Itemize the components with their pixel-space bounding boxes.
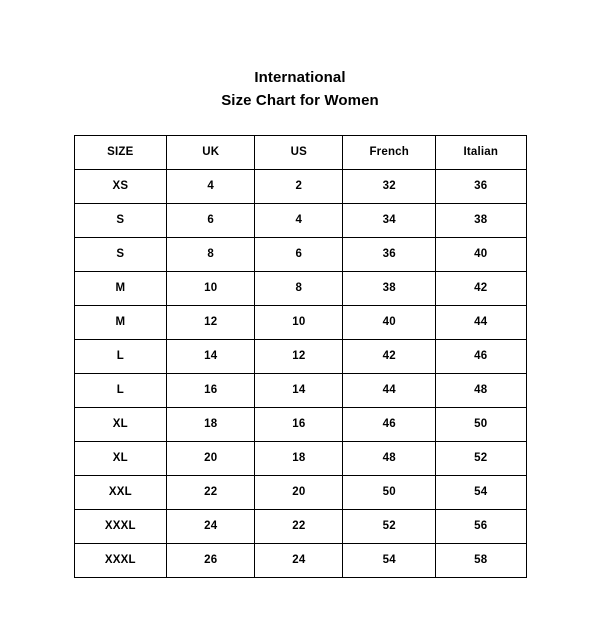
cell-uk: 22 bbox=[167, 475, 255, 509]
cell-us: 4 bbox=[255, 203, 343, 237]
column-header-us: US bbox=[255, 135, 343, 169]
table-row bbox=[74, 271, 526, 305]
cell-size: S bbox=[74, 237, 167, 271]
table-header bbox=[74, 135, 526, 169]
column-header-size: SIZE bbox=[74, 135, 167, 169]
cell-french: 50 bbox=[343, 475, 436, 509]
cell-french: 46 bbox=[343, 407, 436, 441]
cell-french: 36 bbox=[343, 237, 436, 271]
cell-italian: 44 bbox=[436, 305, 526, 339]
cell-us: 2 bbox=[255, 169, 343, 203]
table-body bbox=[74, 169, 526, 577]
cell-size: XL bbox=[74, 441, 167, 475]
cell-us: 24 bbox=[255, 543, 343, 577]
table-row bbox=[74, 169, 526, 203]
cell-size: XS bbox=[74, 169, 167, 203]
cell-uk: 24 bbox=[167, 509, 255, 543]
cell-uk: 6 bbox=[167, 203, 255, 237]
cell-us: 22 bbox=[255, 509, 343, 543]
cell-french: 34 bbox=[343, 203, 436, 237]
cell-french: 32 bbox=[343, 169, 436, 203]
page-title-line-2: Size Chart for Women bbox=[221, 92, 379, 110]
cell-uk: 4 bbox=[167, 169, 255, 203]
cell-french: 40 bbox=[343, 305, 436, 339]
cell-us: 12 bbox=[255, 339, 343, 373]
table-row bbox=[74, 373, 526, 407]
cell-us: 10 bbox=[255, 305, 343, 339]
cell-italian: 42 bbox=[436, 271, 526, 305]
size-chart-table-container bbox=[74, 135, 527, 578]
cell-italian: 58 bbox=[436, 543, 526, 577]
cell-size: L bbox=[74, 373, 167, 407]
cell-italian: 46 bbox=[436, 339, 526, 373]
cell-uk: 8 bbox=[167, 237, 255, 271]
cell-size: M bbox=[74, 305, 167, 339]
cell-italian: 52 bbox=[436, 441, 526, 475]
cell-us: 16 bbox=[255, 407, 343, 441]
cell-size: XXXL bbox=[74, 543, 167, 577]
page-title bbox=[221, 66, 379, 113]
cell-italian: 50 bbox=[436, 407, 526, 441]
cell-french: 48 bbox=[343, 441, 436, 475]
cell-italian: 54 bbox=[436, 475, 526, 509]
cell-french: 44 bbox=[343, 373, 436, 407]
cell-uk: 18 bbox=[167, 407, 255, 441]
cell-italian: 48 bbox=[436, 373, 526, 407]
cell-us: 18 bbox=[255, 441, 343, 475]
cell-uk: 14 bbox=[167, 339, 255, 373]
table-row bbox=[74, 509, 526, 543]
cell-italian: 36 bbox=[436, 169, 526, 203]
page-title-line-1: International bbox=[254, 69, 346, 86]
cell-french: 54 bbox=[343, 543, 436, 577]
table-row bbox=[74, 203, 526, 237]
table-header-row bbox=[74, 135, 526, 169]
table-row bbox=[74, 305, 526, 339]
cell-french: 42 bbox=[343, 339, 436, 373]
cell-size: XXXL bbox=[74, 509, 167, 543]
table-row bbox=[74, 543, 526, 577]
table-row bbox=[74, 237, 526, 271]
cell-italian: 56 bbox=[436, 509, 526, 543]
cell-us: 6 bbox=[255, 237, 343, 271]
cell-size: L bbox=[74, 339, 167, 373]
cell-uk: 16 bbox=[167, 373, 255, 407]
cell-us: 14 bbox=[255, 373, 343, 407]
cell-size: XXL bbox=[74, 475, 167, 509]
cell-uk: 26 bbox=[167, 543, 255, 577]
table-row bbox=[74, 339, 526, 373]
cell-us: 20 bbox=[255, 475, 343, 509]
cell-size: M bbox=[74, 271, 167, 305]
cell-french: 38 bbox=[343, 271, 436, 305]
table-row bbox=[74, 407, 526, 441]
column-header-french: French bbox=[343, 135, 436, 169]
cell-uk: 10 bbox=[167, 271, 255, 305]
cell-us: 8 bbox=[255, 271, 343, 305]
cell-size: S bbox=[74, 203, 167, 237]
table-row bbox=[74, 475, 526, 509]
size-chart-table bbox=[74, 135, 527, 578]
cell-uk: 20 bbox=[167, 441, 255, 475]
column-header-italian: Italian bbox=[436, 135, 526, 169]
table-row bbox=[74, 441, 526, 475]
cell-size: XL bbox=[74, 407, 167, 441]
cell-italian: 40 bbox=[436, 237, 526, 271]
cell-italian: 38 bbox=[436, 203, 526, 237]
cell-uk: 12 bbox=[167, 305, 255, 339]
column-header-uk: UK bbox=[167, 135, 255, 169]
cell-french: 52 bbox=[343, 509, 436, 543]
